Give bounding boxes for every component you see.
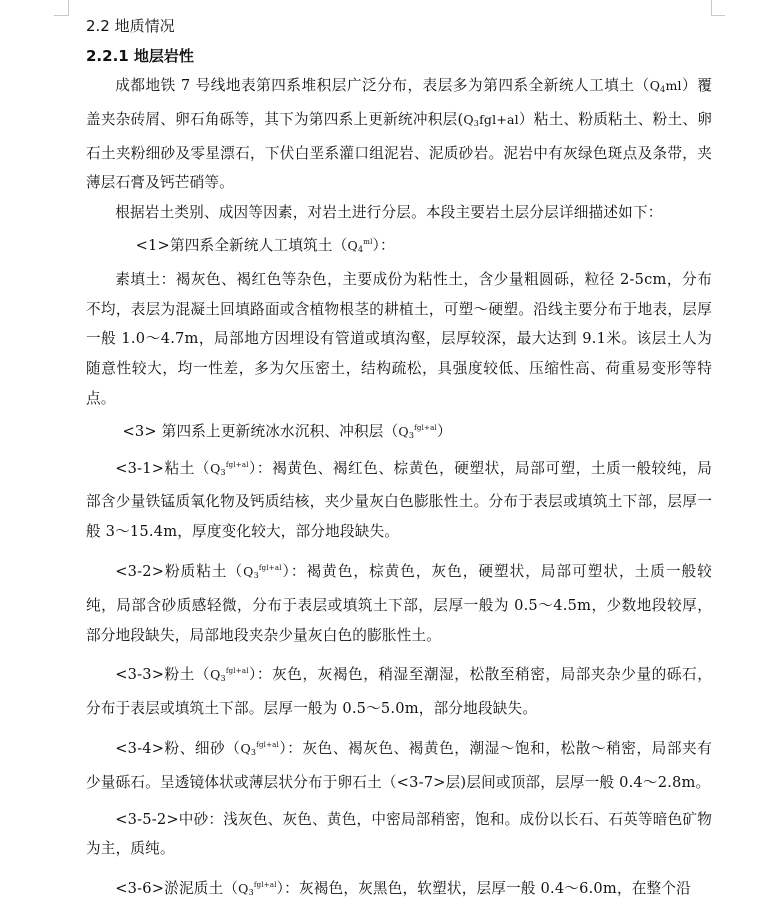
symbol: Q xyxy=(649,78,661,93)
subscript: 3 xyxy=(250,747,257,757)
layer-3-4 xyxy=(86,731,712,798)
symbol: Q xyxy=(210,460,221,476)
subscript: 4 xyxy=(660,85,666,94)
superscript: fgl+al xyxy=(253,881,277,890)
symbol: Q xyxy=(238,881,249,897)
document-body xyxy=(86,14,712,908)
superscript: fgl+al xyxy=(256,740,279,749)
layer-3-1 xyxy=(86,451,712,547)
subsection-heading: 2.2.1 地层岩性 xyxy=(86,47,194,65)
layer-3-3 xyxy=(86,657,712,724)
text-run: ）：褐黄色，棕黄色，灰色，硬塑状，局部可塑状，土质一般较纯，局部含砂质感轻微，分布于表层或填筑土下部，层厚一般为 0.5～4.5m，少数地段较厚，部分地段缺失，局部地段夹杂少量灰白色的膨胀性土。 xyxy=(86,562,712,644)
text-run: <1>第四系全新统人工填筑土（ xyxy=(135,236,348,254)
symbol: Q xyxy=(243,563,254,579)
text-run: <3-1>粘土（ xyxy=(115,459,211,477)
symbol: Q xyxy=(398,423,409,439)
text-run: <3-3>粉土（ xyxy=(115,666,211,684)
layer-1-text: 素填土：褐灰色、褐红色等杂色，主要成份为粘性土，含少量粗圆砾，粒径 2-5cm，分布不均，表层为混凝土回填路面或含植物根茎的耕植土，可塑～硬塑。沿线主要分布于地表，层厚一般 1.0～4.7m，局部地方因埋设有管道或填沟壑，层厚较深，最大达到 9.1米。该层土人为随意性较大，均一性差，多为欠压密土，结构疏松，具强度较低、压缩性高、荷重易变形等特点。 xyxy=(86,270,712,407)
superscript: fgl+al xyxy=(225,460,249,469)
superscript: fgl+al xyxy=(414,423,437,432)
symbol: fgl+al xyxy=(479,111,519,127)
superscript: ml xyxy=(363,237,373,246)
text-run: ）：褐黄色、褐红色、棕黄色，硬塑状，局部可塑，土质一般较纯，局部含少量铁锰质氧化物及钙质结核，夹少量灰白色膨胀性土。分布于表层或填筑土下部，层厚一般 3～15.4m，厚度变化较大，部分地段缺失。 xyxy=(86,459,713,541)
corner-mark-left-h xyxy=(54,15,68,16)
subscript: 3 xyxy=(248,888,254,898)
layer-3-5-2: <3-5-2>中砂：浅灰色、灰色、黄色，中密局部稍密，饱和。成份以长石、石英等暗色矿物为主，质纯。 xyxy=(86,810,712,858)
symbol: Q xyxy=(347,237,358,253)
text-run: ）： xyxy=(372,236,395,254)
corner-mark-left-v xyxy=(68,0,69,16)
symbol: ml xyxy=(665,78,682,93)
layer-1-title xyxy=(86,228,712,265)
layer-3-6 xyxy=(86,871,712,908)
text-run: ）：灰色、褐灰色、褐黄色，潮湿～饱和，松散～稍密，局部夹有少量砾石。呈透镜体状或薄层状分布于卵石土（<3-7>层)层间或顶部，层厚一般 0.4～2.8m。 xyxy=(86,739,712,791)
corner-mark-right-h xyxy=(711,15,725,16)
symbol: Q xyxy=(463,111,474,127)
text-run: ）覆盖夹杂砖屑、卵石角砾等，其下为第四系上更新统冲积层( xyxy=(86,77,712,128)
subscript: 3 xyxy=(220,467,226,477)
text-run: ）粘土、粉质粘土、粉土、卵石土夹粉细砂及零星漂石，下伏白垩系灌口组泥岩、泥质砂岩。泥岩中有灰绿色斑点及条带，夹薄层石膏及钙芒硝等。 xyxy=(86,110,712,192)
paragraph-layers-intro: 根据岩土类别、成因等因素，对岩土进行分层。本段主要岩土层分层详细描述如下： xyxy=(115,204,663,222)
text-run: ）：灰褐色，灰黑色，软塑状，层厚一般 0.4～6.0m，在整个沿 xyxy=(276,880,691,898)
text-run: <3-2>粉质粘土（ xyxy=(115,562,244,580)
superscript: fgl+al xyxy=(258,563,282,572)
symbol: Q xyxy=(240,740,251,756)
paragraph-intro xyxy=(86,71,712,198)
section-heading: 2.2 地质情况 xyxy=(86,17,175,35)
subscript: 4 xyxy=(357,244,364,254)
layer-3-title xyxy=(86,414,712,451)
layer-3-2 xyxy=(86,554,712,650)
subscript: 3 xyxy=(220,674,226,684)
symbol: Q xyxy=(210,667,221,683)
text-run: ） xyxy=(436,422,452,440)
text-run: 成都地铁 7 号线地表第四系堆积层广泛分布，表层多为第四系全新统人工填土（ xyxy=(115,77,650,94)
text-run: <3> 第四系上更新统冰水沉积、冲积层（ xyxy=(122,422,399,440)
text-run: <3-4>粉、细砂（ xyxy=(115,739,241,757)
subscript: 3 xyxy=(473,118,480,128)
subscript: 3 xyxy=(253,570,259,580)
superscript: fgl+al xyxy=(225,667,249,676)
text-run: <3-6>淤泥质土（ xyxy=(115,880,239,898)
text-run: ）：灰色，灰褐色，稍湿至潮湿，松散至稍密，局部夹杂少量的砾石，分布于表层或填筑土下部。层厚一般为 0.5～5.0m，部分地段缺失。 xyxy=(86,666,713,718)
subscript: 3 xyxy=(408,430,415,440)
